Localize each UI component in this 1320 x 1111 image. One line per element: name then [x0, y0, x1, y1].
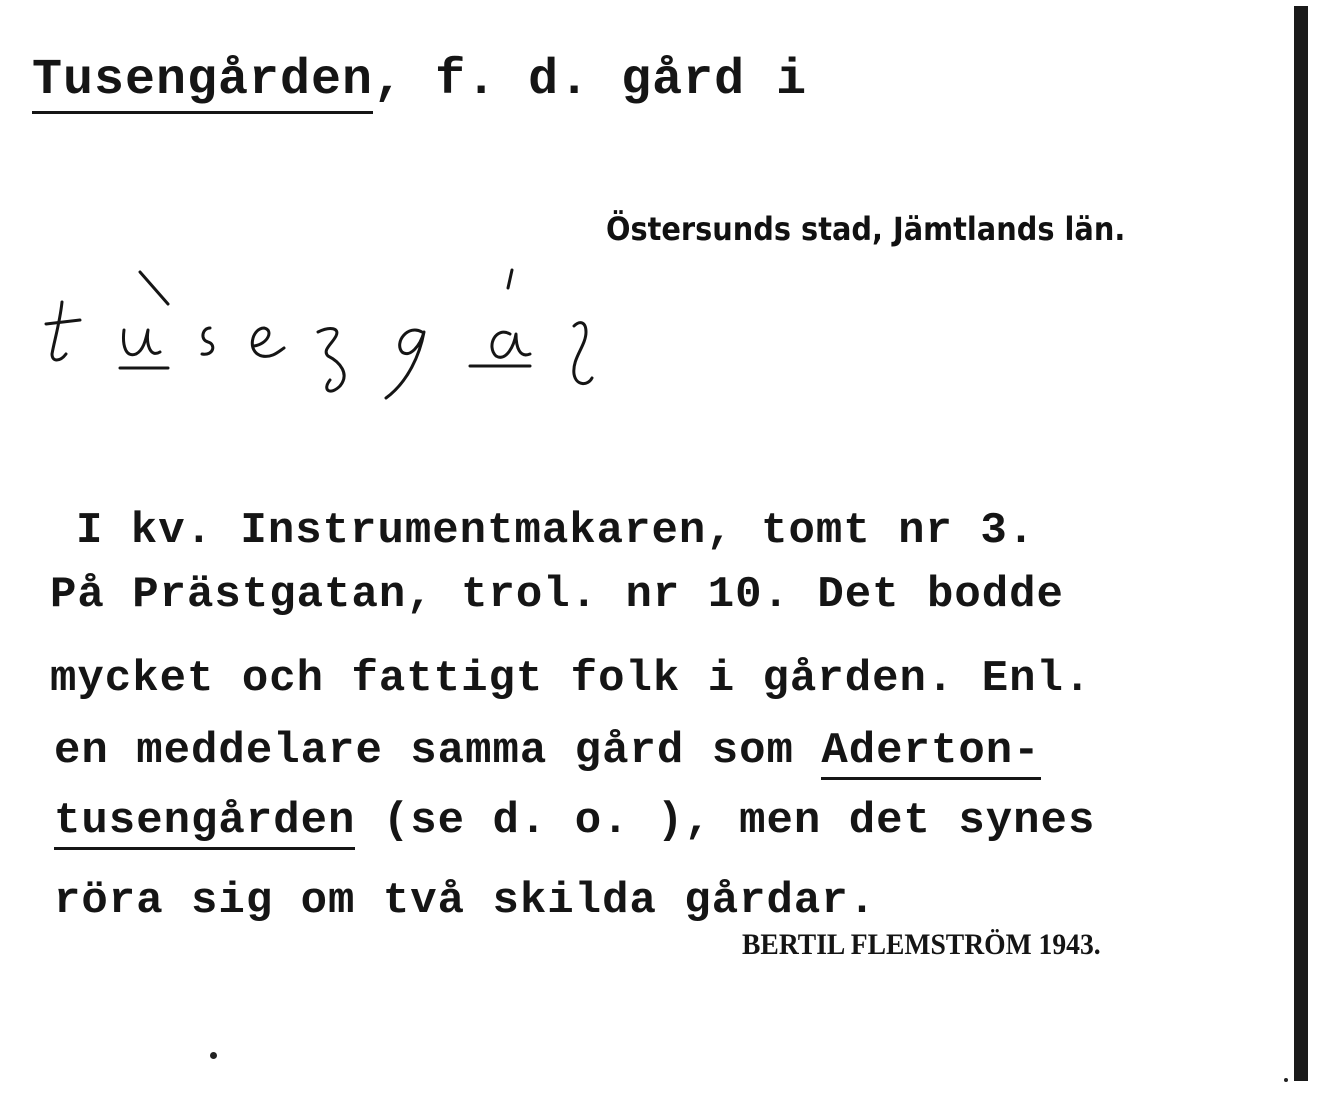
- cross-reference-part2: tusengården: [54, 796, 355, 850]
- body-line-6: röra sig om två skilda gårdar.: [54, 876, 877, 926]
- body-line-2: På Prästgatan, trol. nr 10. Det bodde: [50, 570, 1064, 620]
- phonetic-transcription-handwriting: [40, 262, 640, 412]
- body-line-1: I kv. Instrumentmakaren, tomt nr 3.: [76, 506, 1036, 556]
- author-signature-stamp: BERTIL FLEMSTRÖM 1943.: [742, 928, 1101, 961]
- body-line-4-text: en meddelare samma gård som: [54, 726, 822, 776]
- body-line-4: [54, 726, 1041, 776]
- location-stamp: Östersunds stad, Jämtlands län.: [606, 210, 1126, 248]
- body-line-3: mycket och fattigt folk i gården. Enl.: [50, 654, 1092, 704]
- paper-speck: [1284, 1078, 1288, 1082]
- headword-line: [32, 52, 807, 109]
- cross-reference-part1: Aderton-: [821, 726, 1040, 780]
- headword: Tusengården: [32, 52, 373, 114]
- card-edge-shadow: [1294, 6, 1308, 1081]
- body-line-5-text: (se d. o. ), men det synes: [355, 796, 1096, 846]
- paper-speck: [210, 1052, 217, 1059]
- body-line-5: [54, 796, 1095, 846]
- headword-description: , f. d. gård i: [373, 52, 808, 109]
